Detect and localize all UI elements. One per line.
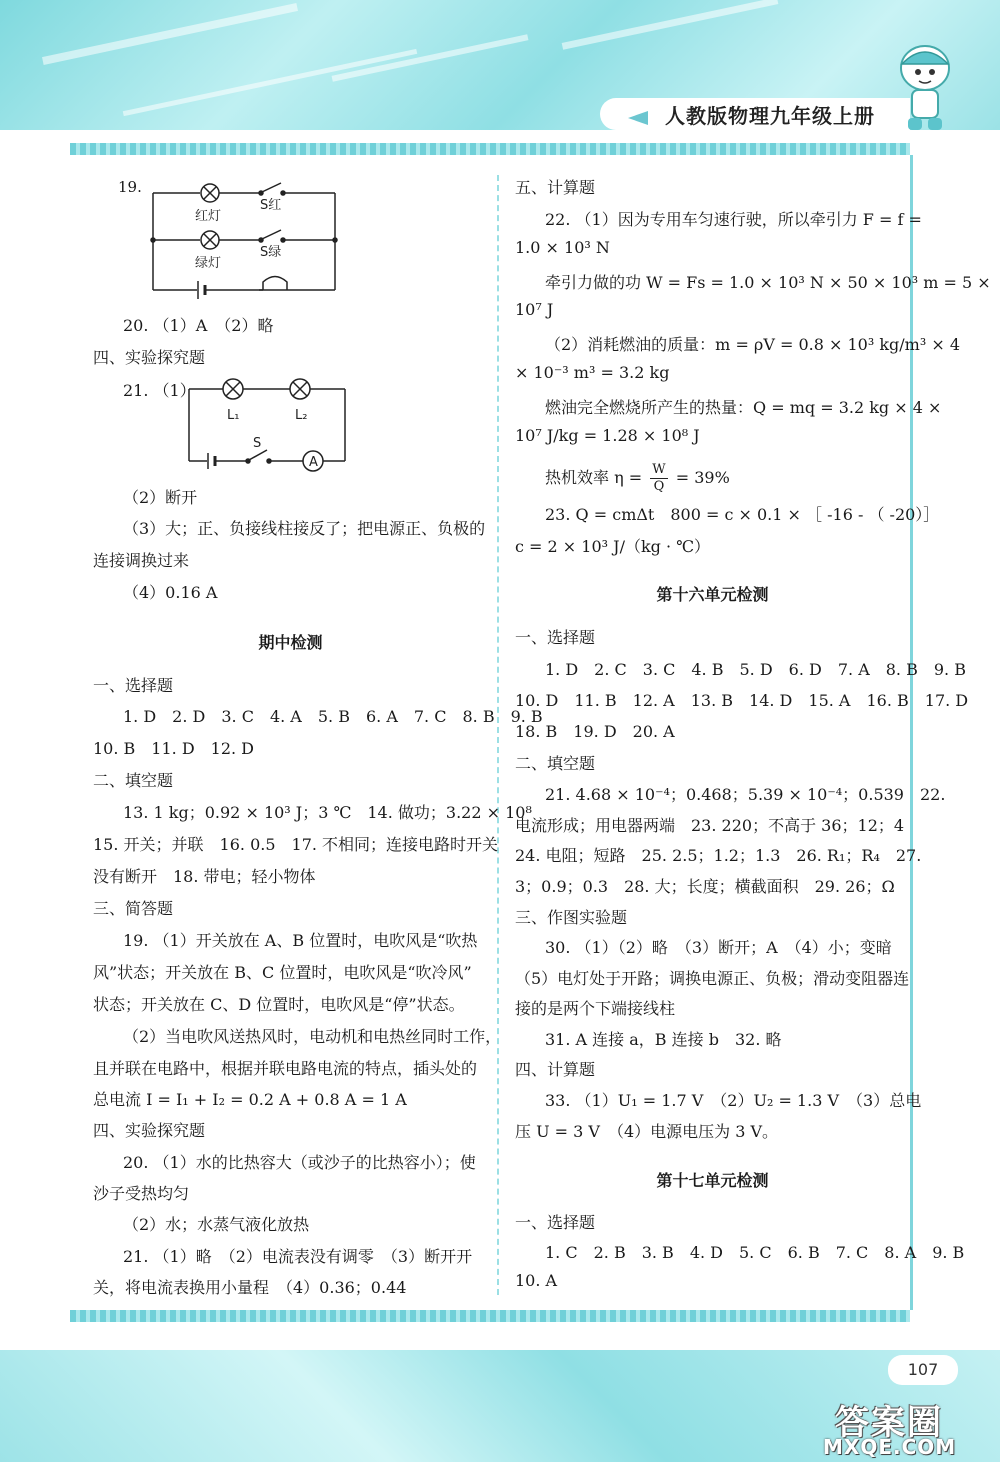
- section-heading: 五、计算题: [515, 178, 596, 197]
- bottom-stripe: [70, 1310, 910, 1322]
- section-heading: 四、实验探究题: [93, 348, 206, 367]
- answer-line: 10. D 11. B 12. A 13. B 14. D 15. A 16. B 17. D: [515, 691, 969, 710]
- answer-line: （2）水；水蒸气液化放热: [123, 1215, 310, 1234]
- section-heading: 二、填空题: [93, 771, 174, 790]
- formula-suffix: = 39%: [675, 468, 730, 487]
- answer-line: （4）0.16 A: [123, 583, 218, 602]
- answer-line: （2）消耗燃油的质量：m = ρV = 0.8 × 10³ kg/m³ × 4: [545, 335, 961, 354]
- top-stripe: [70, 143, 910, 155]
- answer-line: 牵引力做的功 W = Fs = 1.0 × 10³ N × 50 × 10³ m = 5 ×: [545, 273, 991, 292]
- answer-line: 连接调换过来: [93, 551, 190, 570]
- answer-line: 压 U = 3 V （4）电源电压为 3 V。: [515, 1122, 779, 1141]
- answer-line: 10⁷ J/kg = 1.28 × 10⁸ J: [515, 426, 700, 445]
- red-lamp-label: 红灯: [195, 209, 222, 224]
- switch-red-label: S红: [260, 198, 282, 213]
- fraction-numerator: W: [652, 462, 666, 477]
- answer-line: 21. （1）略 （2）电流表没有调零 （3）断开开: [123, 1247, 473, 1266]
- section-heading: 一、选择题: [515, 1213, 596, 1232]
- answer-line: 1. D 2. D 3. C 4. A 5. B 6. A 7. C 8. B 9. B: [123, 707, 543, 726]
- answer-line: 1. C 2. B 3. B 4. D 5. C 6. B 7. C 8. A 9. B: [545, 1243, 965, 1262]
- answer-line: （2）断开: [123, 488, 198, 507]
- answer-line: 21. 4.68 × 10⁻⁴；0.468；5.39 × 10⁻⁴；0.539 22.: [545, 785, 946, 804]
- answer-line: 接的是两个下端接线柱: [515, 999, 676, 1018]
- lamp2-label: L₂: [295, 408, 308, 423]
- ammeter-label: A: [309, 455, 318, 470]
- unit17-heading: 第十七单元检测: [656, 1171, 769, 1190]
- answer-line: 31. A 连接 a，B 连接 b 32. 略: [545, 1030, 782, 1049]
- circuit-diagram-21: [185, 375, 350, 475]
- answer-line: （5）电灯处于开路；调换电源正、负极；滑动变阻器连: [515, 969, 910, 988]
- column-divider: [497, 175, 499, 1295]
- section-heading: 三、作图实验题: [515, 908, 628, 927]
- lamp1-label: L₁: [227, 408, 240, 423]
- answer-line: 1. D 2. C 3. C 4. B 5. D 6. D 7. A 8. B 9. B: [545, 660, 966, 679]
- fraction: [650, 462, 667, 495]
- midterm-heading: 期中检测: [258, 633, 323, 652]
- section-heading: 一、选择题: [93, 676, 174, 695]
- answer-line: 33. （1）U₁ = 1.7 V （2）U₂ = 1.3 V （3）总电: [545, 1091, 922, 1110]
- answer-line: 10⁷ J: [515, 300, 554, 319]
- answer-line: 燃油完全燃烧所产生的热量：Q = mq = 3.2 kg × 4 ×: [545, 398, 942, 417]
- answer-line: （3）大；正、负接线柱接反了；把电源正、负极的: [123, 519, 486, 538]
- answer-line: 13. 1 kg；0.92 × 10³ J；3 ℃ 14. 做功；3.22 × 10⁸: [123, 803, 532, 822]
- watermark: [815, 1395, 995, 1460]
- fraction-denominator: Q: [653, 479, 665, 494]
- answer-line: 状态；开关放在 C、D 位置时，电吹风是“停”状态。: [93, 995, 465, 1014]
- page-number: 107: [888, 1355, 958, 1385]
- answer-line: 20. （1）A （2）略: [123, 316, 274, 335]
- watermark-main: 答案圈: [835, 1403, 943, 1443]
- answer-line: 24. 电阻；短路 25. 2.5；1.2；1.3 26. R₁；R₄ 27.: [515, 846, 922, 865]
- mascot-icon: [890, 40, 960, 135]
- answer-line: 23. Q = cmΔt 800 = c × 0.1 × ［ -16 - （ -20）］: [545, 505, 940, 524]
- section-heading: 三、简答题: [93, 899, 174, 918]
- answer-line: 关，将电流表换用小量程 （4）0.36；0.44: [93, 1278, 407, 1297]
- answer-line: 30. （1）（2）略 （3）断开；A （4）小；变暗: [545, 938, 892, 957]
- answer-line: × 10⁻³ m³ = 3.2 kg: [515, 363, 670, 382]
- answer-line: 19. （1）开关放在 A、B 位置时，电吹风是“吹热: [123, 931, 478, 950]
- circuit-diagram-19: [145, 175, 345, 300]
- answer-line: 没有断开 18. 带电；轻小物体: [93, 867, 316, 886]
- answer-line: 10. A: [515, 1271, 558, 1290]
- answer-line: 3；0.9；0.3 28. 大；长度；横截面积 29. 26；Ω: [515, 877, 895, 896]
- answer-line: 18. B 19. D 20. A: [515, 722, 675, 741]
- section-heading: 四、实验探究题: [93, 1121, 206, 1140]
- unit16-heading: 第十六单元检测: [656, 585, 769, 604]
- answer-line: 风”状态；开关放在 B、C 位置时，电吹风是“吹冷风”: [93, 963, 472, 982]
- answer-line: 沙子受热均匀: [93, 1184, 190, 1203]
- answer-line: （2）当电吹风送热风时，电动机和电热丝同时工作，: [123, 1027, 502, 1046]
- answer-line: 总电流 I = I₁ + I₂ = 0.2 A + 0.8 A = 1 A: [93, 1090, 407, 1109]
- efficiency-formula: [515, 462, 730, 495]
- answer-line: c = 2 × 10³ J/（kg · ℃）: [515, 537, 711, 556]
- green-lamp-label: 绿灯: [195, 256, 222, 271]
- answer-line: 15. 开关；并联 16. 0.5 17. 不相同；连接电路时开关: [93, 835, 499, 854]
- answer-line: 22. （1）因为专用车匀速行驶，所以牵引力 F = f =: [545, 210, 922, 229]
- watermark-url: MXQE.COM: [823, 1435, 957, 1459]
- formula-prefix: 热机效率 η =: [545, 468, 643, 487]
- switch-green-label: S绿: [260, 245, 282, 260]
- answer-line: 10. B 11. D 12. D: [93, 739, 255, 758]
- arrow-icon: [628, 111, 648, 125]
- book-title: 人教版物理九年级上册: [665, 104, 875, 128]
- q21-label: 21. （1）: [123, 381, 196, 400]
- section-heading: 二、填空题: [515, 754, 596, 773]
- answer-line: 1.0 × 10³ N: [515, 238, 610, 257]
- section-heading: 一、选择题: [515, 628, 596, 647]
- answer-line: 电流形成；用电器两端 23. 220；不高于 36；12；4: [515, 816, 905, 835]
- section-heading: 四、计算题: [515, 1060, 596, 1079]
- answer-line: 且并联在电路中，根据并联电路电流的特点，插头处的: [93, 1059, 478, 1078]
- switch-label: S: [253, 436, 262, 451]
- q19-label: 19.: [118, 178, 142, 196]
- answer-line: 20. （1）水的比热容大（或沙子的比热容小）；使: [123, 1153, 476, 1172]
